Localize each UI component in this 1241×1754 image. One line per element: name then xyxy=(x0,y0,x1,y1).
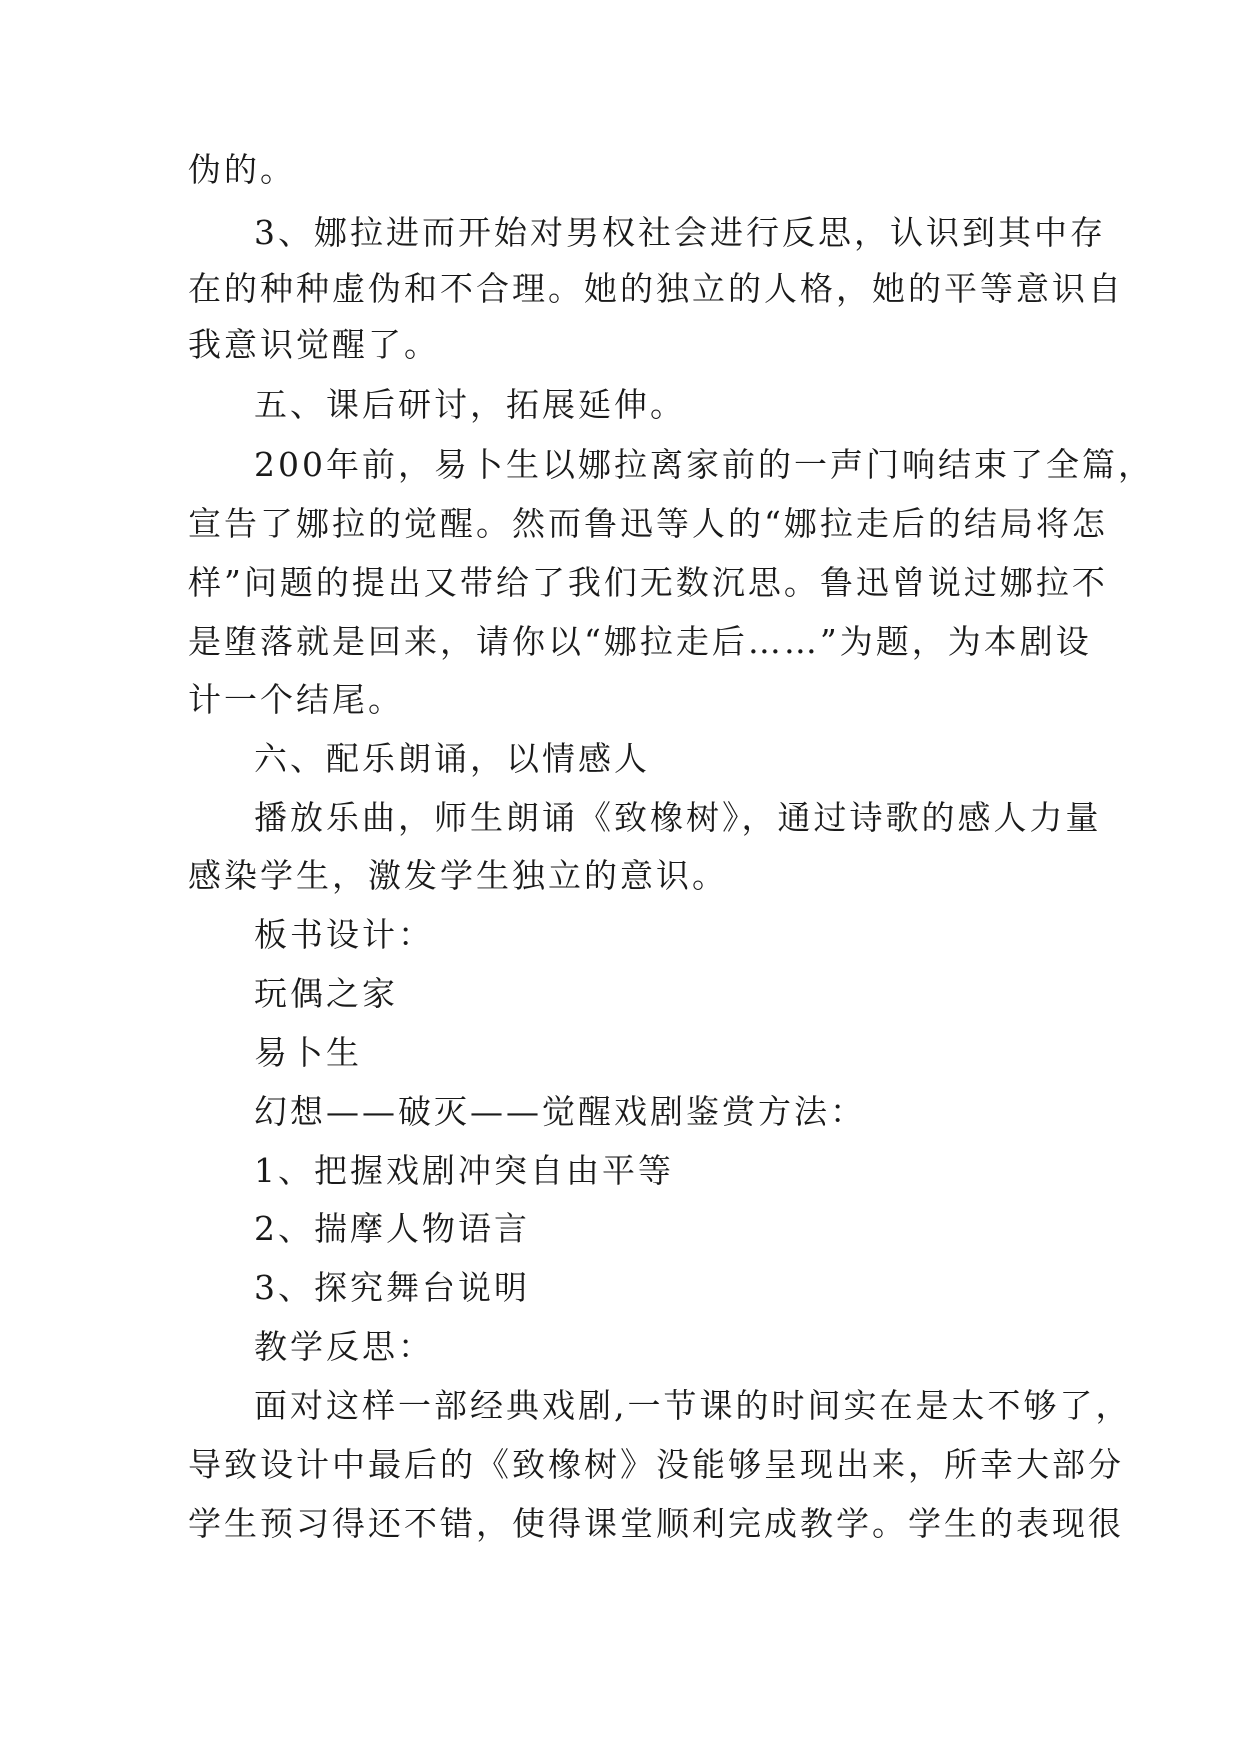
text-line: 在的种种虚伪和不合理。她的独立的人格，她的平等意识自 xyxy=(188,269,1124,308)
section-heading: 五、课后研讨，拓展延伸。 xyxy=(254,385,686,424)
text-line: 3、探究舞台说明 xyxy=(254,1268,530,1307)
text-line: 3、娜拉进而开始对男权社会进行反思，认识到其中存 xyxy=(254,213,1106,252)
text-line: 伪的。 xyxy=(188,150,296,189)
text-line: 1、把握戏剧冲突自由平等 xyxy=(254,1151,674,1190)
text-line: 2、揣摩人物语言 xyxy=(254,1209,530,1248)
text-line: 面对这样一部经典戏剧,一节课的时间实在是太不够了， xyxy=(254,1386,1132,1425)
text-line: 是堕落就是回来，请你以“娜拉走后……”为题，为本剧设 xyxy=(188,622,1092,661)
text-line: 导致设计中最后的《致橡树》没能够呈现出来，所幸大部分 xyxy=(188,1445,1124,1484)
text-line: 200年前，易卜生以娜拉离家前的一声门响结束了全篇， xyxy=(254,445,1154,484)
text-line: 感染学生，激发学生独立的意识。 xyxy=(188,856,728,895)
text-line: 易卜生 xyxy=(254,1033,362,1072)
text-line: 幻想——破灭——觉醒戏剧鉴赏方法： xyxy=(254,1092,866,1131)
text-line: 玩偶之家 xyxy=(254,974,398,1013)
text-line: 我意识觉醒了。 xyxy=(188,325,440,364)
text-line: 宣告了娜拉的觉醒。然而鲁迅等人的“娜拉走后的结局将怎 xyxy=(188,504,1108,543)
text-line: 教学反思： xyxy=(254,1327,434,1366)
text-line: 样”问题的提出又带给了我们无数沉思。鲁迅曾说过娜拉不 xyxy=(188,563,1108,602)
text-line: 播放乐曲，师生朗诵《致橡树》，通过诗歌的感人力量 xyxy=(254,798,1102,837)
text-line: 学生预习得还不错，使得课堂顺利完成教学。学生的表现很 xyxy=(188,1504,1124,1543)
text-line: 计一个结尾。 xyxy=(188,680,404,719)
section-heading: 六、配乐朗诵，以情感人 xyxy=(254,739,650,778)
text-line: 板书设计： xyxy=(254,915,434,954)
